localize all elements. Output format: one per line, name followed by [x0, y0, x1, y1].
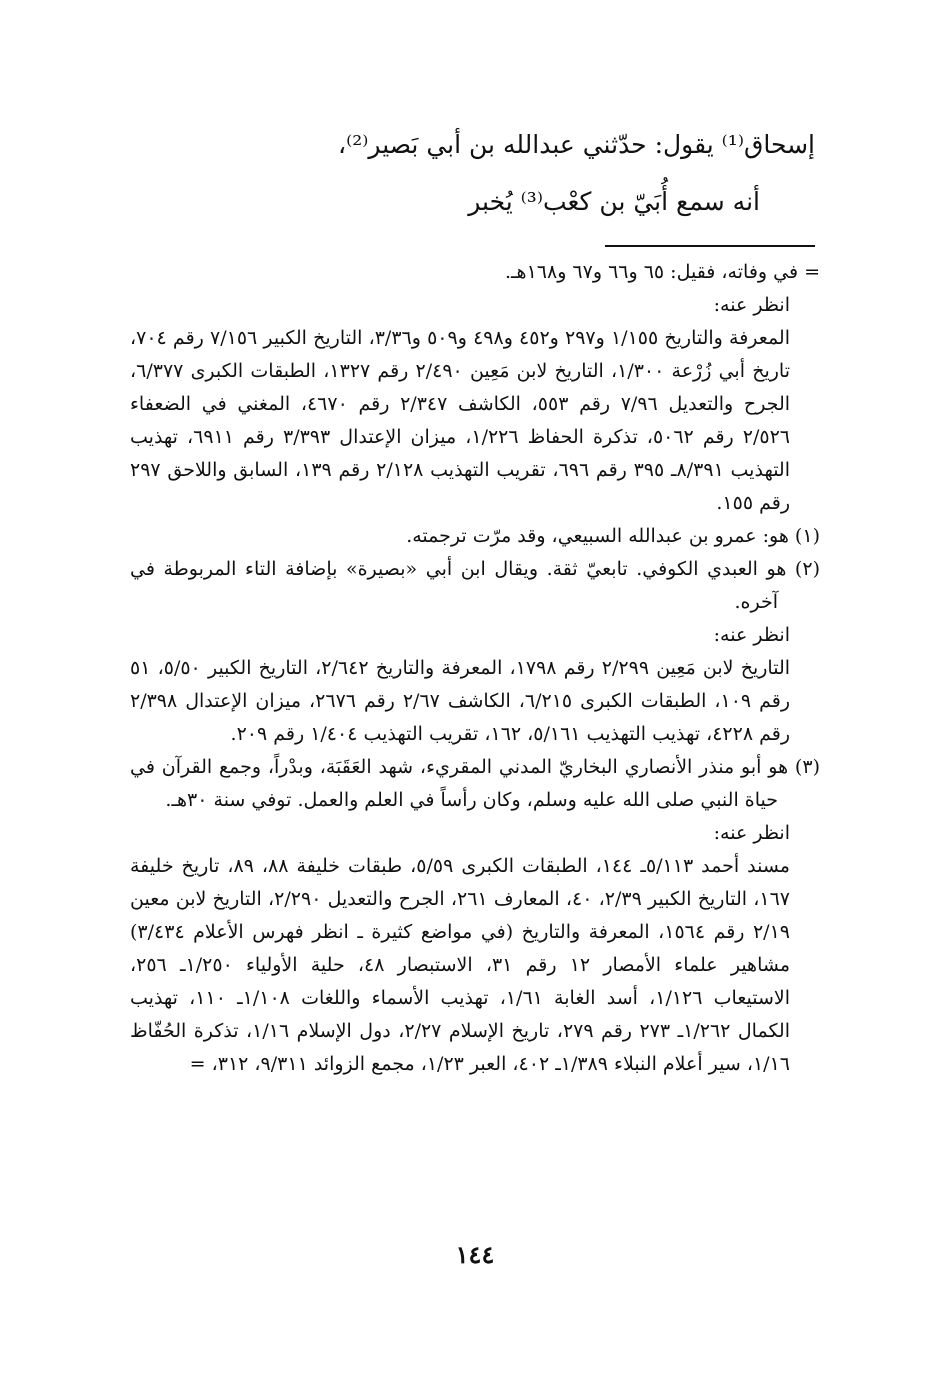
footnote-divider: [605, 245, 815, 247]
see-label-3: انظر عنه:: [713, 822, 790, 844]
footnotes-block: [130, 256, 820, 1081]
footnote-1: (١) هو: عمرو بن عبدالله السبيعي، وقد مرّت ترجمته.: [406, 525, 820, 547]
main-text-line-2: أنه سمع أُبَيّ بن كعْب⁽³⁾ يُخبر: [468, 187, 760, 216]
references-1: المعرفة والتاريخ ١/١٥٥ و٢٩٧ و٤٥٢ و٤٩٨ و٥٠٩ و٣/٣٦، التاريخ الكبير ٧/١٥٦ رقم ٧٠٤، تاريخ أبي زُرْعة ١/٣٠٠، التاريخ لابن مَعِين ٢/٤٩٠ رقم ١٣٢٧، الطبقات الكبرى ٦/٣٧٧، الجرح والتعديل ٧/٩٦ رقم ٥٥٣، الكاشف ٢/٣٤٧ رقم ٤٦٧٠، المغني في الضعفاء ٢/٥٢٦ رقم ٥٠٦٢، تذكرة الحفاظ ١/٢٢٦، ميزان الإعتدال ٣/٣٩٣ رقم ٦٩١١، تهذيب التهذيب ٨/٣٩١ـ ٣٩٥ رقم ٦٩٦، تقريب التهذيب ٢/١٢٨ رقم ١٣٩، السابق واللاحق ٢٩٧ رقم ١٥٥.: [130, 327, 791, 514]
see-label-1: انظر عنه:: [713, 294, 790, 316]
references-3: مسند أحمد ٥/١١٣ـ ١٤٤، الطبقات الكبرى ٥/٥٩، طبقات خليفة ٨٨، ٨٩، تاريخ خليفة ١٦٧، التاريخ الكبير ٢/٣٩، ٤٠، المعارف ٢٦١، الجرح والتعديل ٢/٢٩٠، التاريخ لابن معين ٢/١٩ رقم ١٥٦٤، المعرفة والتاريخ (في مواضع كثيرة ـ انظر فهرس الأعلام ٣/٤٣٤) مشاهير علماء الأمصار ١٢ رقم ٣١، الاستبصار ٤٨، حلية الأولياء ١/٢٥٠ـ ٢٥٦، الاستيعاب ١/١٢٦، أسد الغابة ١/٦١، تهذيب الأسماء واللغات ١/١٠٨ـ ١١٠، تهذيب الكمال ١/٢٦٢ـ ٢٧٣ رقم ٢٧٩، تاريخ الإسلام ٢/٢٧، دول الإسلام ١/١٦، تذكرة الحُفّاظ ١/١٦، سير أعلام النبلاء ١/٣٨٩ـ ٤٠٢، العبر ١/٢٣، مجمع الزوائد ٩/٣١١، ٣١٢، =: [130, 855, 791, 1075]
main-text-line-1: إسحاق⁽¹⁾ يقول: حدّثني عبدالله بن أبي بَصير⁽²⁾،: [338, 130, 815, 159]
footnote-continuation: = في وفاته، فقيل: ٦٥ و٦٦ و٦٧ و١٦٨هـ.: [504, 261, 820, 283]
references-2: التاريخ لابن مَعِين ٢/٢٩٩ رقم ١٧٩٨، المعرفة والتاريخ ٢/٦٤٢، التاريخ الكبير ٥/٥٠، ٥١ رقم ١٠٩، الطبقات الكبرى ٦/٢١٥، الكاشف ٢/٦٧ رقم ٢٦٧٦، ميزان الإعتدال ٢/٣٩٨ رقم ٤٢٢٨، تهذيب التهذيب ٥/١٦١، ١٦٢، تقريب التهذيب ١/٤٠٤ رقم ٢٠٩.: [130, 657, 791, 745]
page-number: ١٤٤: [455, 1240, 495, 1269]
footnote-3: (٣) هو أبو منذر الأنصاري البخاريّ المدني المقريء، شهد العَقَبَة، وبدْراً، وجمع القرآن في حياة النبي صلى الله عليه وسلم، وكان رأساً في العلم والعمل. توفي سنة ٣٠هـ.: [130, 756, 820, 811]
footnote-2: (٢) هو العبدي الكوفي. تابعيّ ثقة. ويقال ابن أبي «بصيرة» بإضافة التاء المربوطة في آخره.: [130, 558, 820, 613]
see-label-2: انظر عنه:: [713, 624, 790, 646]
